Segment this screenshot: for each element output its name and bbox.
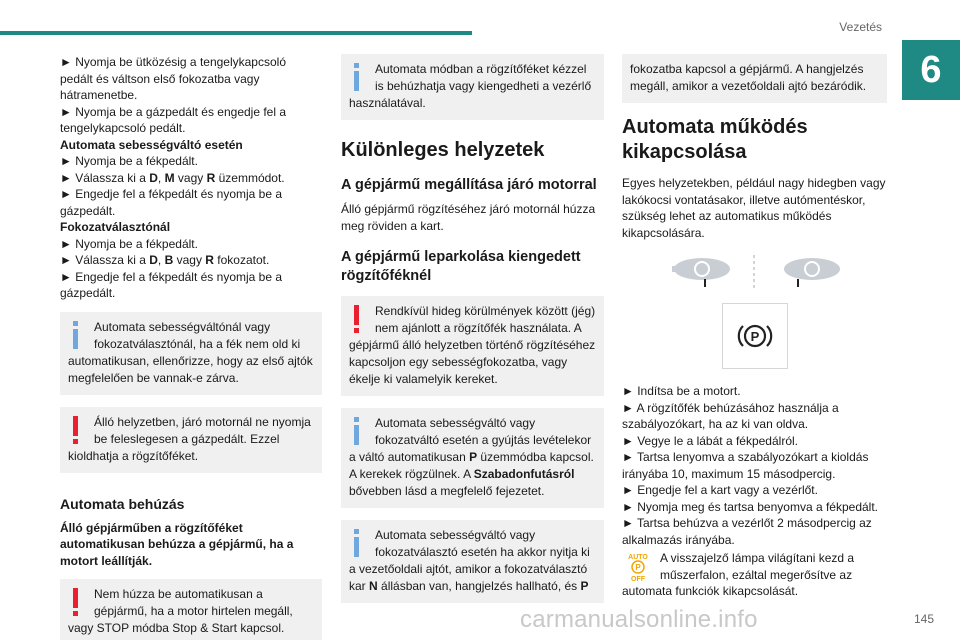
warning-note: Álló helyzetben, járó motornál ne nyomja be feleslegesen a gázpedált. Ezzel kioldhatja a rögzítőféket. (60, 407, 322, 473)
info-icon (349, 61, 371, 91)
lamp-paragraph: AUTO P OFF A visszajelző lámpa világítani kezd a műszerfalon, ezáltal megerősítve az automata funkciók kikapcsolását. (622, 551, 855, 598)
column-3 (622, 54, 887, 600)
warning-note: Nem húzza be automatikusan a gépjármű, ha a motor hirtelen megáll, vagy STOP módba Stop & Start kapcsol. (60, 579, 322, 640)
info-icon (349, 415, 371, 445)
step: ► Válassza ki a D, M vagy R üzemmódot. (60, 170, 285, 185)
subheading: Álló gépjárműben a rögzítőféket automatikusan behúzza a gépjármű, ha a motort leállítják. (60, 520, 294, 568)
svg-text:P: P (635, 563, 641, 572)
parking-brake-icon (735, 321, 775, 351)
section-heading: Automata működés kikapcsolása (622, 116, 808, 163)
step: ► Vegye le a lábát a fékpedálról. (622, 433, 798, 448)
step: ► Válassza ki a D, B vagy R fokozatot. (60, 253, 270, 267)
info-note: Automata sebességváltó vagy fokozatválasztó esetén ha akkor nyitja ki a vezetőoldali ajtót, amikor a fokozatválasztó kar N állásban van, hangjelzés hallható, és P (341, 520, 604, 603)
lamp-off-label: OFF (631, 576, 645, 582)
step: ► Nyomja be a fékpedált. (60, 154, 198, 168)
column-1 (60, 54, 322, 640)
column-2 (341, 54, 604, 615)
subheading: Automata sebességváltó esetén (60, 137, 243, 152)
svg-text:P: P (750, 329, 759, 344)
section-title: Vezetés (839, 20, 882, 34)
step: ► A rögzítőfék behúzásához használja a szabályozókart, ha az ki van oldva. (622, 400, 839, 431)
section-heading: Különleges helyzetek (341, 139, 545, 161)
page-number: 145 (913, 612, 934, 626)
info-note: Automata sebességváltónál vagy fokozatválasztónál, ha a fék nem old ki automatikusan, ellenőrizze, hogy az első ajtók megfelelően be vannak-e zárva. (60, 312, 322, 395)
warning-icon (68, 586, 90, 616)
subheading: Fokozatválasztónál (60, 220, 171, 234)
control-lever-illustration (622, 253, 887, 293)
note-continuation: fokozatba kapcsol a gépjármű. A hangjelzés megáll, amikor a vezetőoldali ajtó bezáródik. (622, 54, 887, 103)
step: ► Nyomja be ütközésig a tengelykapcsoló pedált és váltson első fokozatba vagy hátramenetbe. (60, 55, 286, 102)
parking-brake-symbol (722, 303, 788, 369)
warning-icon (349, 303, 371, 333)
step: ► Indítsa be a motort. (622, 384, 741, 398)
auto-off-warning-lamp-icon (622, 550, 654, 582)
chapter-number: 6 (902, 40, 960, 100)
step: ► Nyomja be a gázpedált és engedje fel a tengelykapcsoló pedált. (60, 104, 287, 135)
paragraph: Álló gépjármű rögzítéséhez járó motornál húzza meg röviden a kart. (341, 202, 596, 233)
step: ► Nyomja be a fékpedált. (60, 236, 198, 251)
paragraph: Egyes helyzetekben, például nagy hidegben vagy lakókocsi vontatásakor, illetve autómentéskor, szükség lehet az automatikus működés kikapcsolására. (622, 176, 886, 240)
watermark: carmanualsonline.info (520, 606, 758, 633)
info-note: Automata módban a rögzítőféket kézzel is behúzhatja vagy kiengedheti a vezérlő használatával. (341, 54, 604, 120)
header-accent-bar (0, 31, 472, 35)
subheading: A gépjármű leparkolása kiengedett rögzítőféknél (341, 249, 581, 284)
step: ► Tartsa behúzva a vezérlőt 2 másodpercig az alkalmazás irányába. (622, 516, 872, 547)
subheading: A gépjármű megállítása járó motorral (341, 177, 597, 193)
section-heading: Automata behúzás (60, 495, 185, 512)
info-icon (68, 319, 90, 349)
info-icon (349, 527, 371, 557)
warning-note: Rendkívül hideg körülmények között (jég) nem ajánlott a rögzítőfék használata. A gépjármű álló helyzetben történő rögzítéséhez kapcsoljon egy sebességfokozatba, vagy ékelje ki valamelyik kereket. (341, 296, 604, 396)
step: ► Engedje fel a kart vagy a vezérlőt. (622, 483, 818, 497)
lamp-auto-label: AUTO (628, 554, 648, 561)
step: ► Engedje fel a fékpedált és nyomja be a gázpedált. (60, 187, 283, 218)
info-note: Automata sebességváltó vagy fokozatváltó esetén a gyújtás levételekor a váltó automatikusan P üzemmódba kapcsol. A kerekek rögzülnek. A Szabadonfutásról bővebben lásd a megfelelő fejezetet. (341, 408, 604, 508)
step: ► Tartsa lenyomva a szabályozókart a kioldás irányába 10, maximum 15 másodpercig. (622, 450, 869, 481)
warning-icon (68, 414, 90, 444)
step: ► Nyomja meg és tartsa benyomva a fékpedált. (622, 499, 878, 514)
step: ► Engedje fel a fékpedált és nyomja be a gázpedált. (60, 269, 283, 300)
steering-lever-icon (622, 253, 887, 293)
